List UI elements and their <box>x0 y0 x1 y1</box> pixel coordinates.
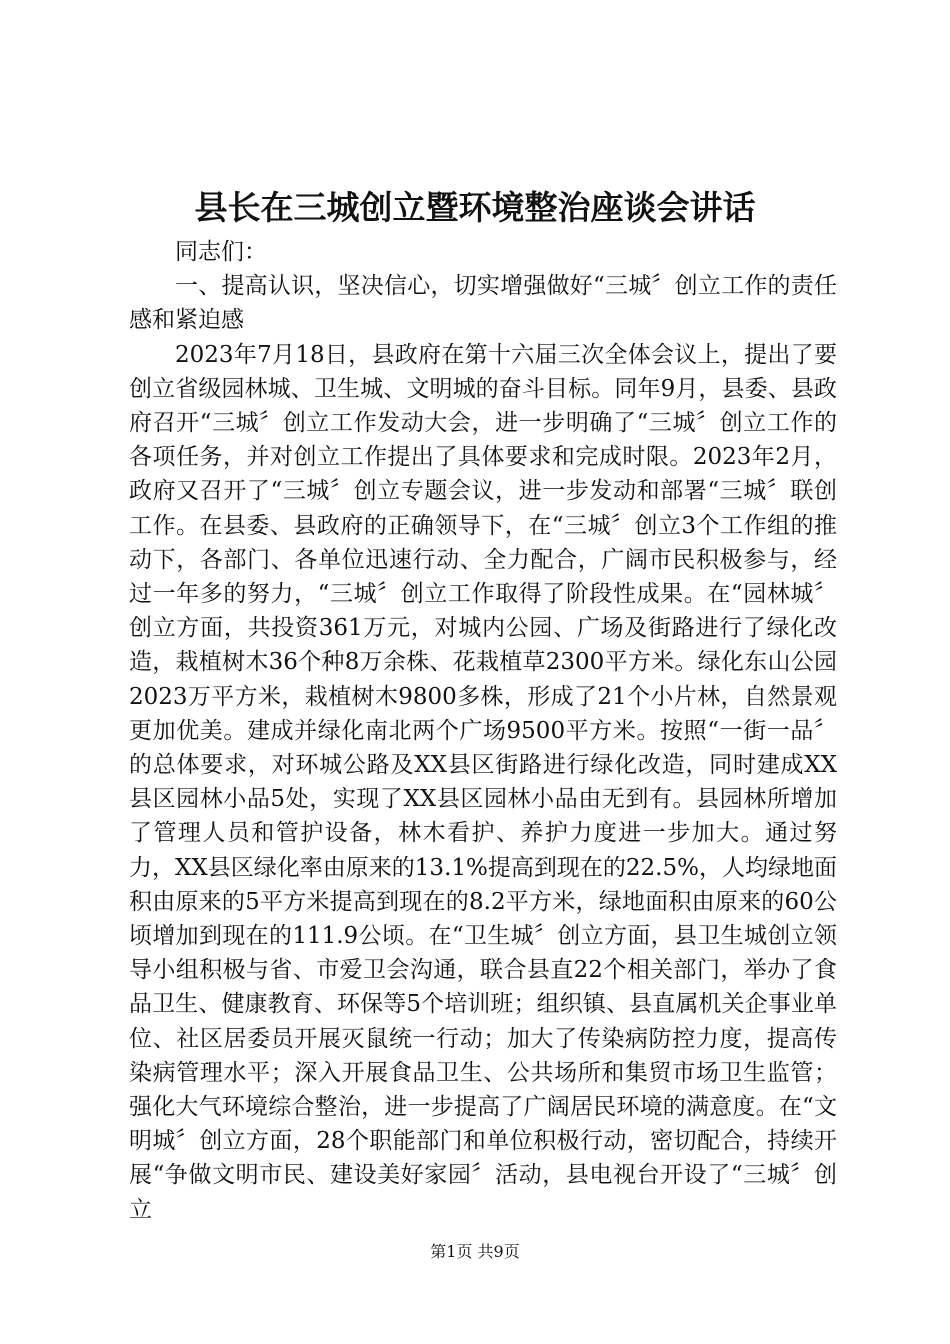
page-footer: 第1页 共9页 <box>430 1242 520 1261</box>
document-body <box>129 235 837 1227</box>
section-heading: 一、提高认识，坚决信心，切实增强做好“三城〞创立工作的责任感和紧迫感 <box>129 273 837 334</box>
body-paragraph: 2023年7月18日，县政府在第十六届三次全体会议上，提出了要创立省级园林城、卫生城、文明城的奋斗目标。同年9月，县委、县政府召开“三城〞创立工作发动大会，进一步明确了“三城〞创立工作的各项任务，并对创立工作提出了具体要求和完成时限。2023年2月，政府又召开了“三城〞创立专题会议，进一步发动和部署“三城〞联创工作。在县委、县政府的正确领导下，在“三城〞创立3个工作组的推动下，各部门、各单位迅速行动、全力配合，广阔市民积极参与，经过一年多的努力，“三城〞创立工作取得了阶段性成果。在“园林城〞创立方面，共投资361万元，对城内公园、广场及街路进行了绿化改造，栽植树木36个种8万余株、花栽植草2300平方米。绿化东山公园2023万平方米，栽植树木9800多株，形成了21个小片林，自然景观更加优美。建成并绿化南北两个广场9500平方米。按照“一街一品〞的总体要求，对环城公路及XX县区街路进行绿化改造，同时建成XX县区园林小品5处，实现了XX县区园林小品由无到有。县园林所增加了管理人员和管护设备，林木看护、养护力度进一步加大。通过努力，XX县区绿化率由原来的13.1%提高到现在的22.5%，人均绿地面积由原来的5平方米提高到现在的8.2平方米，绿地面积由原来的60公顷增加到现在的111.9公顷。在“卫生城〞创立方面，县卫生城创立领导小组积极与省、市爱卫会沟通，联合县直22个相关部门，举办了食品卫生、健康教育、环保等5个培训班；组织镇、县直属机关企事业单位、社区居委员开展灭鼠统一行动；加大了传染病防控力度，提高传染病管理水平；深入开展食品卫生、公共场所和集贸市场卫生监管；强化大气环境综合整治，进一步提高了广阔居民环境的满意度。在“文明城〞创立方面，28个职能部门和单位积极行动，密切配合，持续开展“争做文明市民、建设美好家园〞活动，县电视台开设了“三城〞创立 <box>129 341 837 1223</box>
document-title: 县长在三城创立暨环境整治座谈会讲话 <box>194 188 756 227</box>
salutation: 同志们： <box>175 239 267 265</box>
